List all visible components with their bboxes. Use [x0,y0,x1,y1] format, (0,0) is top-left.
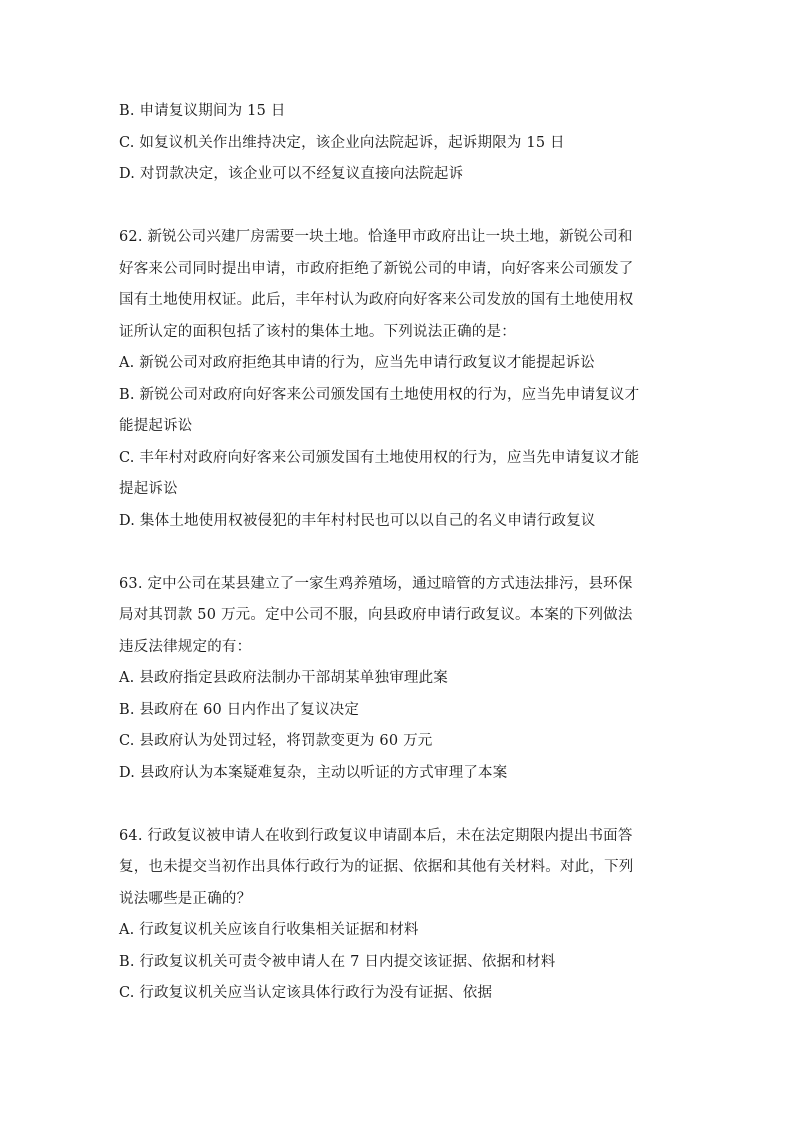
q63-option-b: B. 县政府在 60 日内作出了复议决定 [119,701,360,718]
q62-option-d: D. 集体土地使用权被侵犯的丰年村村民也可以以自己的名义申请行政复议 [119,512,596,529]
q62-option-b-cont: 能提起诉讼 [119,418,193,434]
q64-stem-line: 说法哪些是正确的？ [119,890,252,907]
q62-stem-line: 好客来公司同时提出申请，市政府拒绝了新锐公司的申请，向好客来公司颁发了 [119,260,634,277]
q62-option-c-cont: 提起诉讼 [119,481,178,497]
question-64 [119,821,679,1010]
q61-option-d: D. 对罚款决定，该企业可以不经复议直接向法院起诉 [119,166,464,182]
q64-stem-line: 64. 行政复议被申请人在收到行政复议申请副本后，未在法定期限内提出书面答 [119,827,633,844]
q62-option-b: B. 新锐公司对政府向好客来公司颁发国有土地使用权的行为，应当先申请复议才 [119,386,640,403]
spacer [119,789,679,821]
spacer [119,191,679,223]
q61-option-b: B. 申请复议期间为 15 日 [119,103,286,119]
q64-option-c: C. 行政复议机关应当认定该具体行政行为没有证据、依据 [119,985,493,1001]
q62-option-c: C. 丰年村对政府向好客来公司颁发国有土地使用权的行为，应当先申请复议才能 [119,449,640,466]
q64-stem-line: 复，也未提交当初作出具体行政行为的证据、依据和其他有关材料。对此，下列 [119,859,634,875]
q64-option-a: A. 行政复议机关应该自行收集相关证据和材料 [119,922,419,938]
document-page [119,96,679,1010]
question-63 [119,569,679,790]
q62-stem-line: 62. 新锐公司兴建厂房需要一块土地。恰逢甲市政府出让一块土地，新锐公司和 [119,229,633,245]
question-62 [119,222,679,537]
q62-option-a: A. 新锐公司对政府拒绝其申请的行为，应当先申请行政复议才能提起诉讼 [119,355,595,371]
q63-stem-line: 违反法律规定的有： [119,638,252,655]
spacer [119,537,679,569]
q61-option-c: C. 如复议机关作出维持决定，该企业向法院起诉，起诉期限为 15 日 [119,134,565,151]
q62-stem-line: 国有土地使用权证。此后，丰年村认为政府向好客来公司发放的国有土地使用权 [119,292,634,308]
q63-option-d: D. 县政府认为本案疑难复杂，主动以听证的方式审理了本案 [119,764,508,781]
q62-stem-line: 证所认定的面积包括了该村的集体土地。下列说法正确的是： [119,323,516,340]
q63-stem-line: 63. 定中公司在某县建立了一家生鸡养殖场，通过暗管的方式违法排污，县环保 [119,575,633,592]
q63-stem-line: 局对其罚款 50 万元。定中公司不服，向县政府申请行政复议。本案的下列做法 [119,607,633,623]
question-61-options [119,96,679,191]
q63-option-a: A. 县政府指定县政府法制办干部胡某单独审理此案 [119,670,448,686]
q64-option-b: B. 行政复议机关可责令被申请人在 7 日内提交该证据、依据和材料 [119,953,556,970]
q63-option-c: C. 县政府认为处罚过轻，将罚款变更为 60 万元 [119,733,433,749]
